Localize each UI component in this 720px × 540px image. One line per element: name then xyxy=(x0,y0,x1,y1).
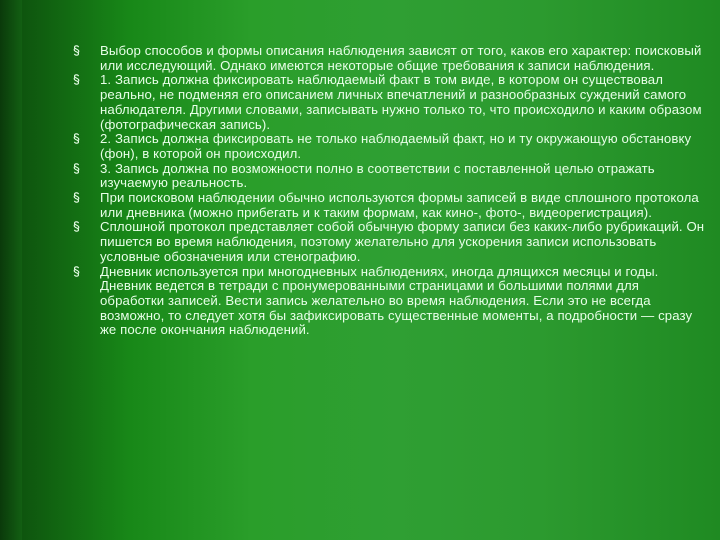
section-sign-icon xyxy=(72,74,81,85)
bullet-item xyxy=(66,191,706,220)
bullet-list xyxy=(66,44,706,338)
bullet-text: При поисковом наблюдении обычно используются формы записей в виде сплошного протокола или дневника (можно прибегать и к таким формам, как кино-, фото-, видеорегистрация). xyxy=(100,190,699,220)
bullet-text: Выбор способов и формы описания наблюдения зависят от того, каков его характер: поисковый или исследующий. Однако имеются некоторые общие требования к записи наблюдения. xyxy=(100,43,702,73)
section-sign-icon xyxy=(72,163,81,174)
section-sign-icon xyxy=(72,221,81,232)
bullet-text: 1. Запись должна фиксировать наблюдаемый факт в том виде, в котором он существовал реально, не подменяя его описанием личных впечатлений и разнообразных суждений самого наблюдателя. Другими словами, записывать нужно только то, что происходило и каким образом (фотографическая запись). xyxy=(100,72,702,132)
bullet-item xyxy=(66,73,706,132)
bullet-text: 2. Запись должна фиксировать не только наблюдаемый факт, но и ту окружающую обстановку (фон), в которой он происходил. xyxy=(100,131,692,161)
bullet-item xyxy=(66,265,706,339)
bullet-item xyxy=(66,132,706,161)
section-sign-icon xyxy=(72,266,81,277)
bullet-text: Дневник используется при многодневных наблюдениях, иногда длящихся месяцы и годы. Дневник ведется в тетради с пронумерованными страницами и большими полями для обработки записей. Вести запись желательно во время наблюдения. Если это не всегда возможно, то следует хотя бы зафиксировать существенные моменты, а подробности — сразу же после окончания наблюдений. xyxy=(100,263,693,338)
bullet-item xyxy=(66,44,706,73)
section-sign-icon xyxy=(72,45,81,56)
slide-content xyxy=(66,44,706,338)
bullet-text: 3. Запись должна по возможности полно в соответствии с поставленной целью отражать изучаемую реальность. xyxy=(100,160,655,191)
bullet-item xyxy=(66,220,706,264)
section-sign-icon xyxy=(72,133,81,144)
bullet-item xyxy=(66,162,706,191)
bullet-text: Сплошной протокол представляет собой обычную форму записи без каких-либо рубрикаций. Он пишется во время наблюдения, поэтому желательно для ускорения записи использовать условные обозначения или стенографию. xyxy=(100,219,705,264)
left-decor-band xyxy=(0,0,22,540)
section-sign-icon xyxy=(72,192,81,203)
